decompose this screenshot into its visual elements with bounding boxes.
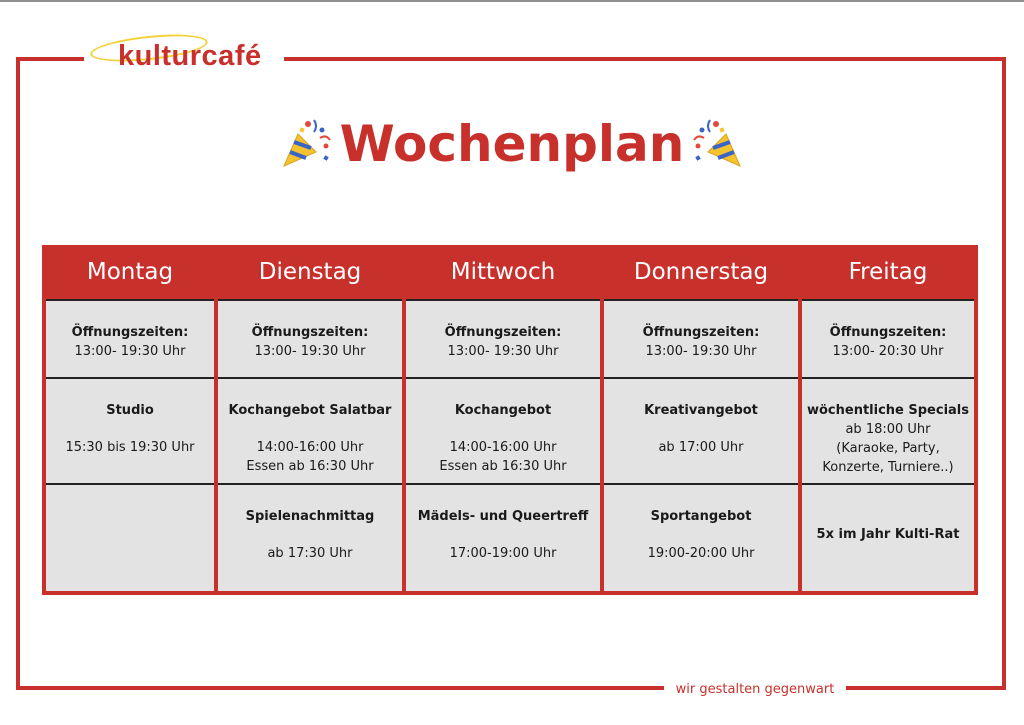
activity-cell (604, 379, 798, 483)
activity-title: Mädels- und Queertreff (417, 509, 589, 524)
day-column-dienstag (214, 245, 406, 595)
activity-time: Essen ab 16:30 Uhr (246, 459, 374, 474)
activity-time: Essen ab 16:30 Uhr (439, 459, 567, 474)
activity-time: 14:00-16:00 Uhr (256, 440, 364, 455)
opening-hours-label: Öffnungszeiten: (829, 325, 947, 340)
activity-time: ab 18:00 Uhr (845, 422, 931, 437)
activity-time: ab 17:30 Uhr (267, 546, 353, 561)
page-title (0, 104, 1024, 184)
weekly-schedule-table (42, 245, 978, 595)
activity-cell (218, 485, 402, 591)
opening-hours-time: 13:00- 19:30 Uhr (447, 344, 559, 359)
party-popper-icon (690, 116, 746, 172)
activity-title: Kreativangebot (644, 403, 758, 418)
activity-title: wöchentliche Specials (806, 403, 970, 418)
day-header: Montag (86, 259, 174, 285)
activity-cell (802, 485, 974, 591)
opening-hours-time: 13:00- 19:30 Uhr (254, 344, 366, 359)
logo (84, 32, 284, 78)
activity-cell (802, 379, 974, 483)
opening-hours-label: Öffnungszeiten: (71, 325, 189, 340)
tagline: wir gestalten gegenwart (664, 678, 846, 700)
party-popper-icon (278, 116, 334, 172)
activity-time: 17:00-19:00 Uhr (449, 546, 557, 561)
opening-hours-time: 13:00- 19:30 Uhr (645, 344, 757, 359)
activity-title: Spielenachmittag (245, 509, 375, 524)
activity-cell (604, 485, 798, 591)
activity-title: 5x im Jahr Kulti-Rat (816, 527, 960, 542)
opening-hours-cell (802, 301, 974, 377)
activity-cell (406, 379, 600, 483)
activity-cell-empty (46, 485, 214, 591)
day-column-donnerstag (600, 245, 802, 595)
activity-time: ab 17:00 Uhr (658, 440, 744, 455)
opening-hours-time: 13:00- 20:30 Uhr (832, 344, 944, 359)
activity-title: Kochangebot Salatbar (228, 403, 392, 418)
activity-note: Konzerte, Turniere..) (822, 460, 954, 475)
opening-hours-cell (218, 301, 402, 377)
title-text: Wochenplan (339, 115, 685, 173)
opening-hours-label: Öffnungszeiten: (642, 325, 760, 340)
top-rule (0, 0, 1024, 2)
opening-hours-cell (46, 301, 214, 377)
day-column-montag (42, 245, 218, 595)
logo-text: kulturcafé (118, 40, 262, 72)
day-header: Donnerstag (633, 259, 769, 285)
opening-hours-cell (406, 301, 600, 377)
day-column-mittwoch (402, 245, 604, 595)
activity-note: (Karaoke, Party, (836, 441, 940, 456)
activity-time: 19:00-20:00 Uhr (647, 546, 755, 561)
activity-title: Kochangebot (454, 403, 552, 418)
activity-time: 15:30 bis 19:30 Uhr (65, 440, 195, 455)
opening-hours-label: Öffnungszeiten: (444, 325, 562, 340)
day-column-freitag (798, 245, 978, 595)
day-header: Mittwoch (450, 259, 556, 285)
activity-cell (46, 379, 214, 483)
opening-hours-time: 13:00- 19:30 Uhr (74, 344, 186, 359)
activity-cell (406, 485, 600, 591)
day-header: Dienstag (258, 259, 362, 285)
activity-cell (218, 379, 402, 483)
activity-time: 14:00-16:00 Uhr (449, 440, 557, 455)
opening-hours-label: Öffnungszeiten: (251, 325, 369, 340)
opening-hours-cell (604, 301, 798, 377)
activity-title: Sportangebot (650, 509, 752, 524)
day-header: Freitag (848, 259, 928, 285)
activity-title: Studio (106, 403, 154, 418)
